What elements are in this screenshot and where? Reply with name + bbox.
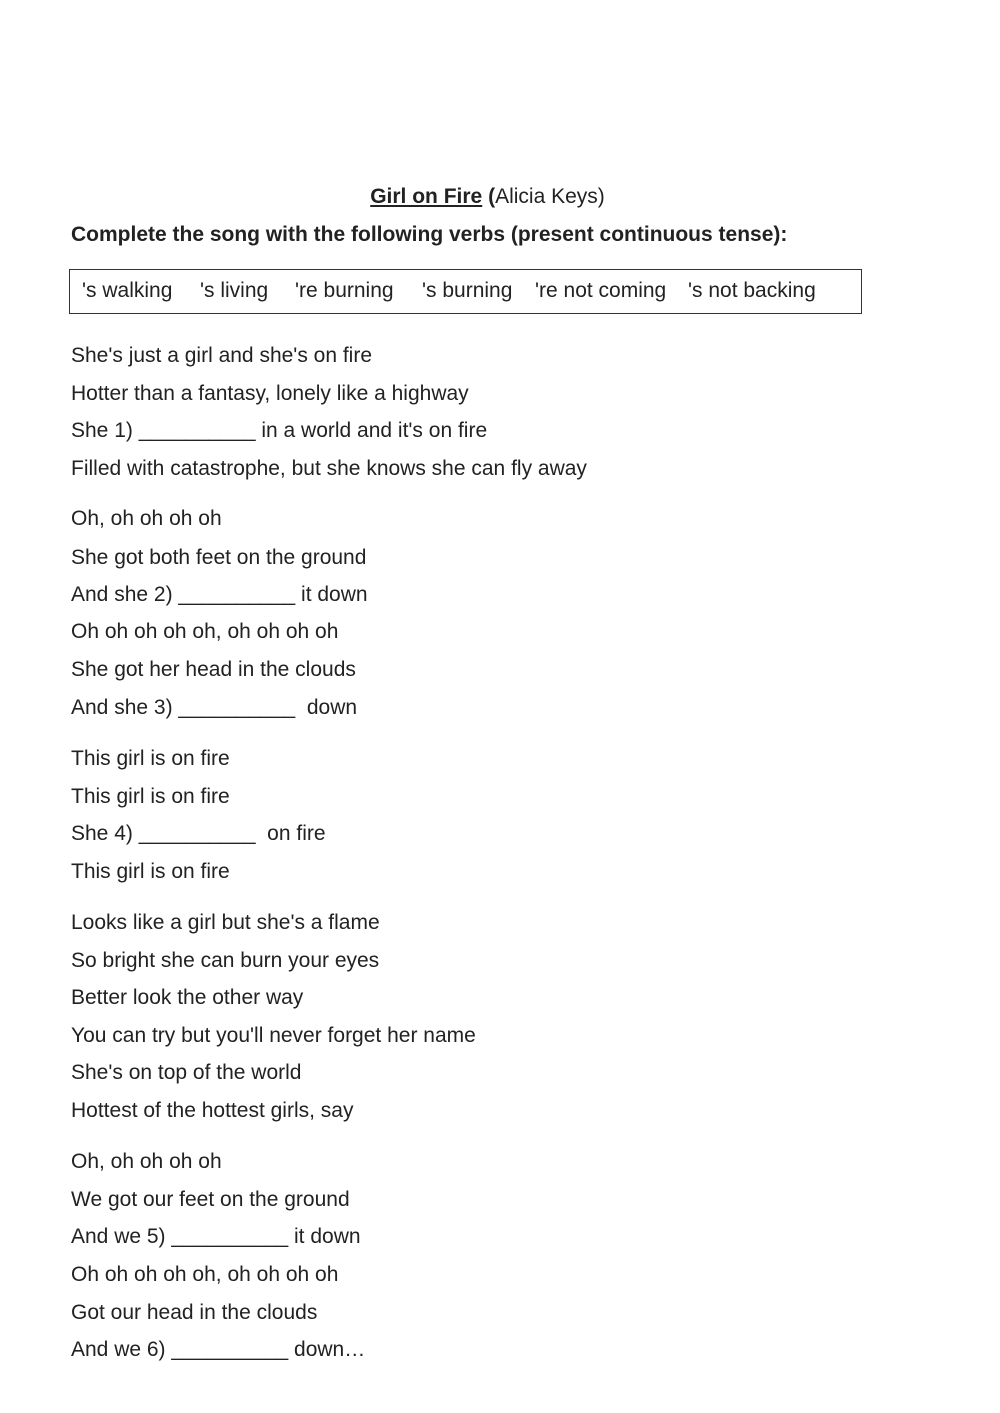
word-bank-item: 's walking [82, 279, 173, 302]
word-bank-item: 's not backing [688, 279, 816, 302]
lyric-line: Looks like a girl but she's a flame [71, 911, 380, 934]
lyric-line: And she 2) __________ it down [71, 583, 368, 606]
lyric-line: Hotter than a fantasy, lonely like a highway [71, 382, 469, 405]
lyric-line: This girl is on fire [71, 860, 230, 883]
word-bank-item: 's living [200, 279, 269, 302]
lyric-line: She got both feet on the ground [71, 546, 367, 569]
lyric-line: Oh, oh oh oh oh [71, 507, 222, 530]
word-bank-item: 're not coming [535, 279, 667, 302]
worksheet-title [0, 184, 975, 210]
artist-name: Alicia Keys) [495, 185, 605, 208]
lyric-line: She got her head in the clouds [71, 658, 356, 681]
lyric-line: So bright she can burn your eyes [71, 949, 380, 972]
lyric-line: Better look the other way [71, 986, 304, 1009]
lyric-line: We got our feet on the ground [71, 1188, 350, 1211]
word-bank-box [69, 269, 862, 314]
lyric-line: Got our head in the clouds [71, 1301, 318, 1324]
lyric-line: You can try but you'll never forget her name [71, 1024, 476, 1047]
lyric-line: She's on top of the world [71, 1061, 302, 1084]
lyric-line: And we 6) __________ down… [71, 1338, 366, 1361]
lyric-line: Filled with catastrophe, but she knows she can fly away [71, 457, 587, 480]
lyric-line: Oh, oh oh oh oh [71, 1150, 222, 1173]
word-bank-item: 's burning [422, 279, 513, 302]
instruction-text: Complete the song with the following verbs (present continuous tense): [71, 223, 788, 246]
lyric-line: And she 3) __________ down [71, 696, 358, 719]
lyric-line: Hottest of the hottest girls, say [71, 1099, 354, 1122]
lyric-line: She 4) __________ on fire [71, 822, 326, 845]
word-bank-item: 're burning [295, 279, 394, 302]
lyric-line: This girl is on fire [71, 785, 230, 808]
lyric-line: This girl is on fire [71, 747, 230, 770]
lyric-line: She's just a girl and she's on fire [71, 344, 373, 367]
lyric-line: She 1) __________ in a world and it's on fire [71, 419, 488, 442]
lyric-line: Oh oh oh oh oh, oh oh oh oh [71, 620, 339, 643]
lyric-line: Oh oh oh oh oh, oh oh oh oh [71, 1263, 339, 1286]
lyric-line: And we 5) __________ it down [71, 1225, 361, 1248]
title-paren: ( [488, 185, 496, 208]
song-title: Girl on Fire [370, 185, 483, 208]
